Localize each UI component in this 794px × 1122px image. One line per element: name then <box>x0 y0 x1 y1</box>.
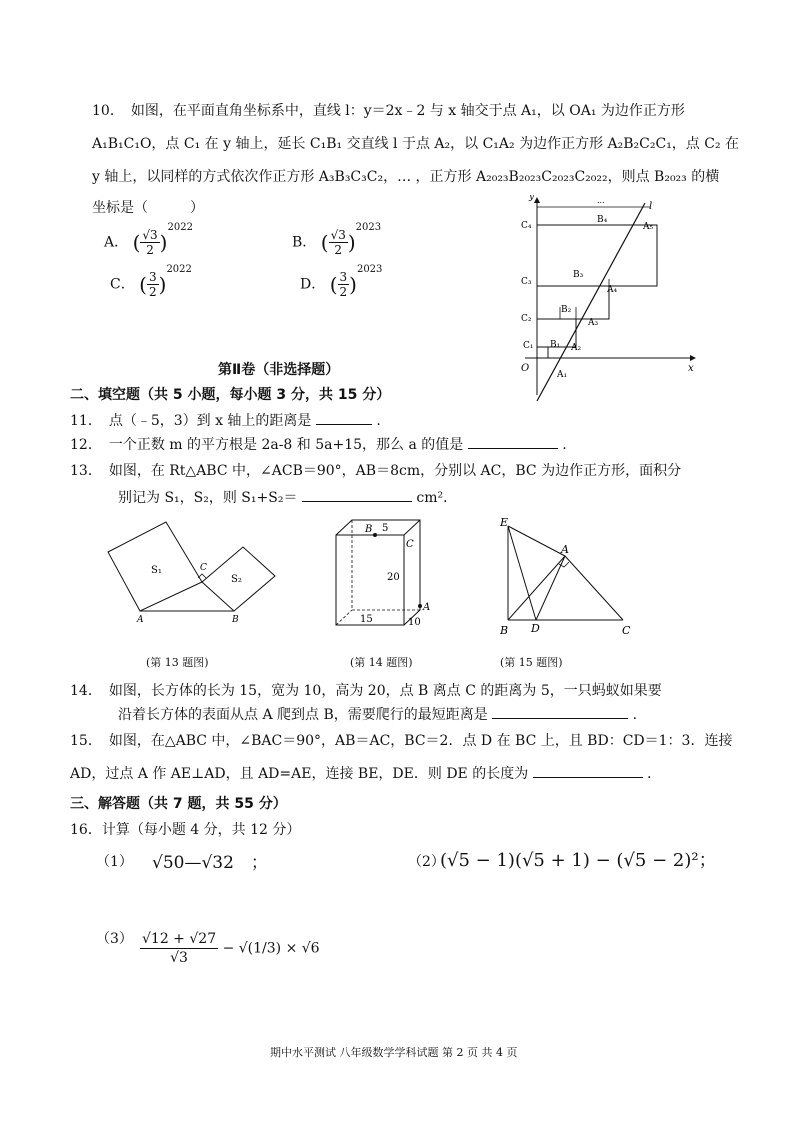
label-l: l <box>649 201 653 212</box>
q15-line2 <box>70 763 661 783</box>
label-20: 20 <box>387 572 400 583</box>
label-y: y <box>529 195 535 202</box>
q16-2-expression: (√5 − 1)(√5 + 1) − (√5 − 2)²； <box>440 850 717 871</box>
q13-answer-blank[interactable] <box>302 487 412 502</box>
label-a3: A₃ <box>588 318 599 328</box>
q10-line3: y 轴上，以同样的方式依次作正方形 A₃B₃C₃C₂，… ，正方形 A₂₀₂₃B₂₀₂₃C₂₀₂₃C₂₀₂₂，则点 B₂₀₂₃ 的横 <box>92 169 720 185</box>
section2-heading: 二、填空题（共 5 小题，每小题 3 分，共 15 分） <box>70 387 391 403</box>
point-a <box>418 604 422 608</box>
label-10: 10 <box>408 617 421 628</box>
label-o: O <box>521 363 530 374</box>
label-e: E <box>500 516 509 529</box>
label-c3: C₃ <box>521 277 532 287</box>
label-a2: A₂ <box>571 343 582 353</box>
option-b-denominator: 2 <box>334 243 343 257</box>
q16-2-label: （2） <box>408 854 445 870</box>
segment-ed <box>508 526 536 620</box>
label-a: A <box>423 602 431 613</box>
q12 <box>70 434 567 454</box>
label-c: C <box>622 624 631 637</box>
box-top-edge <box>404 520 420 535</box>
q15-caption: (第 15 题图) <box>500 656 563 669</box>
segment-da <box>536 556 565 620</box>
q16-1-expression: √50—√32 ； <box>152 853 268 873</box>
part2-title: 第Ⅱ卷（非选择题） <box>218 362 340 378</box>
box-back-edges <box>336 520 420 625</box>
q11-answer-blank[interactable] <box>316 410 372 425</box>
option-c-label: C． <box>110 276 135 293</box>
q13-line1: 13． 如图，在 Rt△ABC 中，∠ACB＝90°，AB＝8cm，分别以 AC，BC 为边作正方形，面积分 <box>70 463 682 479</box>
q15-figure <box>495 512 645 637</box>
label-c4: C₄ <box>521 221 532 231</box>
q16-3-expression <box>140 930 320 967</box>
section3-heading: 三、解答题（共 7 题，共 55 分） <box>70 796 287 812</box>
page-footer: 期中水平测试 八年级数学学科试题 第 2 页 共 4 页 <box>270 1046 518 1059</box>
q12-answer-blank[interactable] <box>468 434 558 449</box>
line-l <box>537 203 645 401</box>
q16-3-denominator: √3 <box>170 950 188 966</box>
q14-line2 <box>118 704 637 724</box>
q10-figure <box>515 195 700 405</box>
label-s1: S₁ <box>151 565 162 576</box>
option-d-denominator: 2 <box>339 285 348 299</box>
square-4 <box>537 225 657 286</box>
q13-caption: (第 13 题图) <box>146 656 209 669</box>
q10-line1: 10． 如图，在平面直角坐标系中，直线 l：y＝2x﹣2 与 x 轴交于点 A₁，以 OA₁ 为边作正方形 <box>92 103 685 119</box>
q13-figure <box>104 510 284 630</box>
q16-3-label: （3） <box>96 931 133 947</box>
label-dots: ... <box>597 196 605 205</box>
label-a: A <box>137 615 144 625</box>
segment-ea <box>508 526 565 556</box>
q11 <box>70 410 381 430</box>
q14-line1: 14． 如图，长方体的长为 15，宽为 10，高为 20，点 B 离点 C 的距离为 5，一只蚂蚁如果要 <box>70 683 662 699</box>
label-c2: C₂ <box>521 314 532 324</box>
label-a1: A₁ <box>557 370 568 380</box>
q16-heading: 16．计算（每小题 4 分，共 12 分） <box>70 822 301 838</box>
label-b: B <box>500 624 509 637</box>
q14-caption: (第 14 题图) <box>350 656 413 669</box>
option-b-numerator: √3 <box>330 228 346 242</box>
q16-3-numerator: √12 + √27 <box>142 931 217 947</box>
label-s2: S₂ <box>231 574 242 585</box>
q15-answer-blank[interactable] <box>533 763 643 778</box>
option-d-exponent: 2023 <box>356 264 383 275</box>
q16-3-rest: − √(1/3) × √6 <box>222 940 320 957</box>
q10-option-d: D． ( $\frac{3}{2}$ )$^{2023}$ <box>300 264 383 299</box>
label-c: C <box>406 539 414 550</box>
label-b4: B₄ <box>597 215 608 225</box>
q14-end: . <box>632 707 638 723</box>
q16-1-label: （1） <box>96 854 133 870</box>
square-1 <box>537 347 548 358</box>
q14-figure <box>330 515 440 630</box>
label-b3: B₃ <box>573 270 584 280</box>
option-a-denominator: 2 <box>146 243 154 257</box>
option-a-label: A． <box>104 234 129 251</box>
label-b: B <box>232 615 239 625</box>
q15-text: AD，过点 A 作 AE⊥AD，且 AD=AE，连接 BE，DE．则 DE 的长度为 <box>70 766 529 782</box>
label-c: C <box>200 563 207 573</box>
q13-line2 <box>118 487 457 507</box>
label-5: 5 <box>382 523 389 534</box>
q10-option-a: A． ( $\frac{√3}{2}$ )$^{2022}$ <box>104 222 193 257</box>
option-b-exponent: 2023 <box>355 222 382 233</box>
q15-line1: 15． 如图，在△ABC 中，∠BAC＝90°，AB＝AC，BC＝2．点 D 在 BC 上，且 BD：CD＝1：3．连接 <box>70 733 733 749</box>
label-b1: B₁ <box>550 340 561 350</box>
option-b-label: B． <box>292 234 317 251</box>
q13-text: 别记为 S₁，S₂，则 S₁+S₂＝ <box>118 490 298 506</box>
label-c1: C₁ <box>523 341 534 351</box>
option-a-numerator: √3 <box>142 228 158 242</box>
q12-end: . <box>562 437 567 453</box>
label-a: A <box>561 543 569 556</box>
q10-option-b: B． ( $\frac{√3}{2}$ )$^{2023}$ <box>292 222 382 257</box>
label-b: B <box>365 524 373 535</box>
option-d-numerator: 3 <box>339 270 348 284</box>
segment-ac <box>565 556 623 620</box>
option-d-label: D． <box>300 276 326 293</box>
option-a-exponent: 2022 <box>167 222 193 233</box>
q14-text: 沿着长方体的表面从点 A 爬到点 B，需要爬行的最短距离是 <box>118 707 488 723</box>
y-axis-arrow <box>534 197 540 203</box>
option-c-exponent: 2022 <box>166 264 192 275</box>
label-a5: A₅ <box>643 222 654 232</box>
option-c-denominator: 2 <box>148 285 157 299</box>
box-hidden-diag <box>336 610 352 625</box>
label-d: D <box>531 622 540 635</box>
q11-text: 11． 点（﹣5，3）到 x 轴上的距离是 <box>70 413 312 429</box>
q12-text: 12． 一个正数 m 的平方根是 2a-8 和 5a+15，那么 a 的值是 <box>70 437 464 453</box>
label-b2: B₂ <box>561 305 572 315</box>
label-x: x <box>688 363 694 374</box>
label-a4: A₄ <box>607 285 618 295</box>
q13-unit: cm²． <box>416 490 458 506</box>
square-3 <box>537 286 609 319</box>
q11-end: . <box>376 413 381 429</box>
q10-option-c: C． ( $\frac{3}{2}$ )$^{2022}$ <box>110 264 192 299</box>
q14-answer-blank[interactable] <box>492 704 628 719</box>
segment-ba <box>508 556 565 620</box>
q15-end: ． <box>647 766 662 782</box>
q10-line4: 坐标是（ ） <box>92 200 204 216</box>
q10-line2: A₁B₁C₁O，点 C₁ 在 y 轴上，延长 C₁B₁ 交直线 l 于点 A₂，以 C₁A₂ 为边作正方形 A₂B₂C₂C₁，点 C₂ 在 <box>92 136 740 152</box>
option-c-numerator: 3 <box>148 270 157 284</box>
point-b <box>373 533 377 537</box>
label-15: 15 <box>360 614 373 625</box>
x-axis-arrow <box>690 355 696 361</box>
